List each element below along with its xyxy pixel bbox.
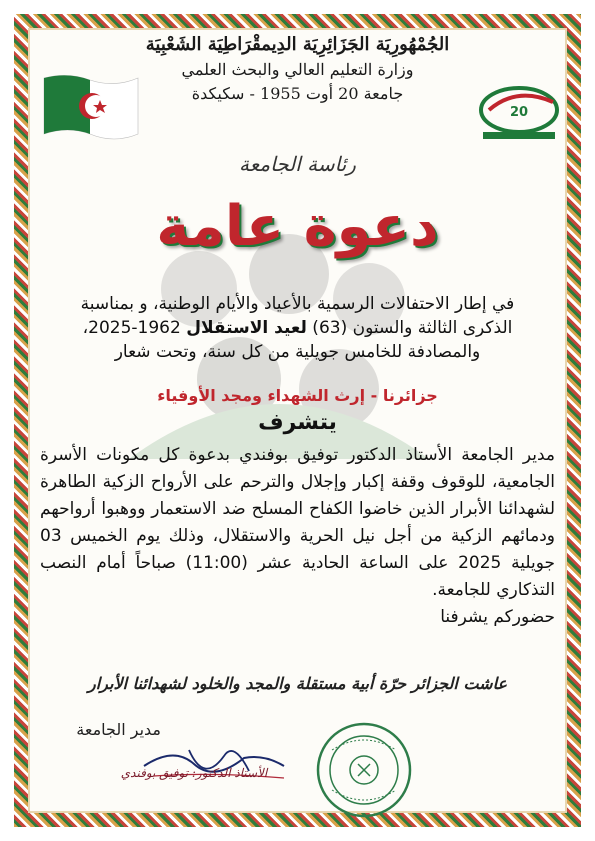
svg-text:20: 20 <box>509 105 529 120</box>
ministry-name: وزارة التعليم العالي والبحث العلمي <box>181 60 414 79</box>
honor-heading: يتشرف <box>258 410 337 435</box>
director-role-label: مدير الجامعة <box>76 720 161 739</box>
intro-line-2-pre: الذكرى الثالثة والستون (63) <box>306 318 513 338</box>
intro-paragraph <box>34 292 561 364</box>
university-stamp-icon <box>314 720 414 820</box>
slogan: جزائرنا - إرث الشهداء ومجد الأوفياء <box>157 386 438 405</box>
intro-line-2 <box>34 316 561 340</box>
algeria-flag-icon <box>38 72 142 142</box>
university-logo-icon <box>477 80 561 144</box>
invitation-title: دعوة عامة <box>156 194 439 259</box>
director-name: الأستاذ الدكتور: توفيق بوفندي <box>120 766 268 780</box>
body-text: مدير الجامعة الأستاذ الدكتور توفيق بوفندي بدعوة كل مكونات الأسرة الجامعية، للوقوف وقفة إكبار وإجلال والترحم على الأرواح الزكية الطاهرة لشهدائنا الأبرار الذين خاضوا الكفاح المسلح ضد الاستعمار ووهبوا أرواحهم ودمائهم الزكية من أجل نيل الحرية والاستقلال، وذلك يوم الخميس 03 جويلية 2025 على الساعة الحادية عشر (11:00) صباحاً أمام النصب التذكاري للجامعة. <box>40 445 555 600</box>
body-end: حضوركم يشرفنا <box>440 607 555 627</box>
intro-line-2-post: 1962-2025، <box>82 318 187 338</box>
closing-phrase: عاشت الجزائر حرّة أبية مستقلة والمجد والخلود لشهدائنا الأبرار <box>88 674 507 693</box>
university-name: جامعة 20 أوت 1955 - سكيكدة <box>191 84 404 103</box>
intro-line-1: في إطار الاحتفالات الرسمية بالأعياد والأيام الوطنية، و بمناسبة <box>80 294 515 314</box>
republic-name: الجُمْهُورِيَة الجَزَائِرِيَة الدِيمقْرَاطِيَة الشَعْبِيَة <box>145 34 450 55</box>
intro-line-3: والمصادفة للخامس جويلية من كل سنة، وتحت شعار <box>114 342 481 362</box>
presidency-label: رئاسة الجامعة <box>239 152 356 176</box>
body-paragraph <box>40 442 555 631</box>
independence-day-label: لعيد الاستقلال <box>186 318 307 338</box>
